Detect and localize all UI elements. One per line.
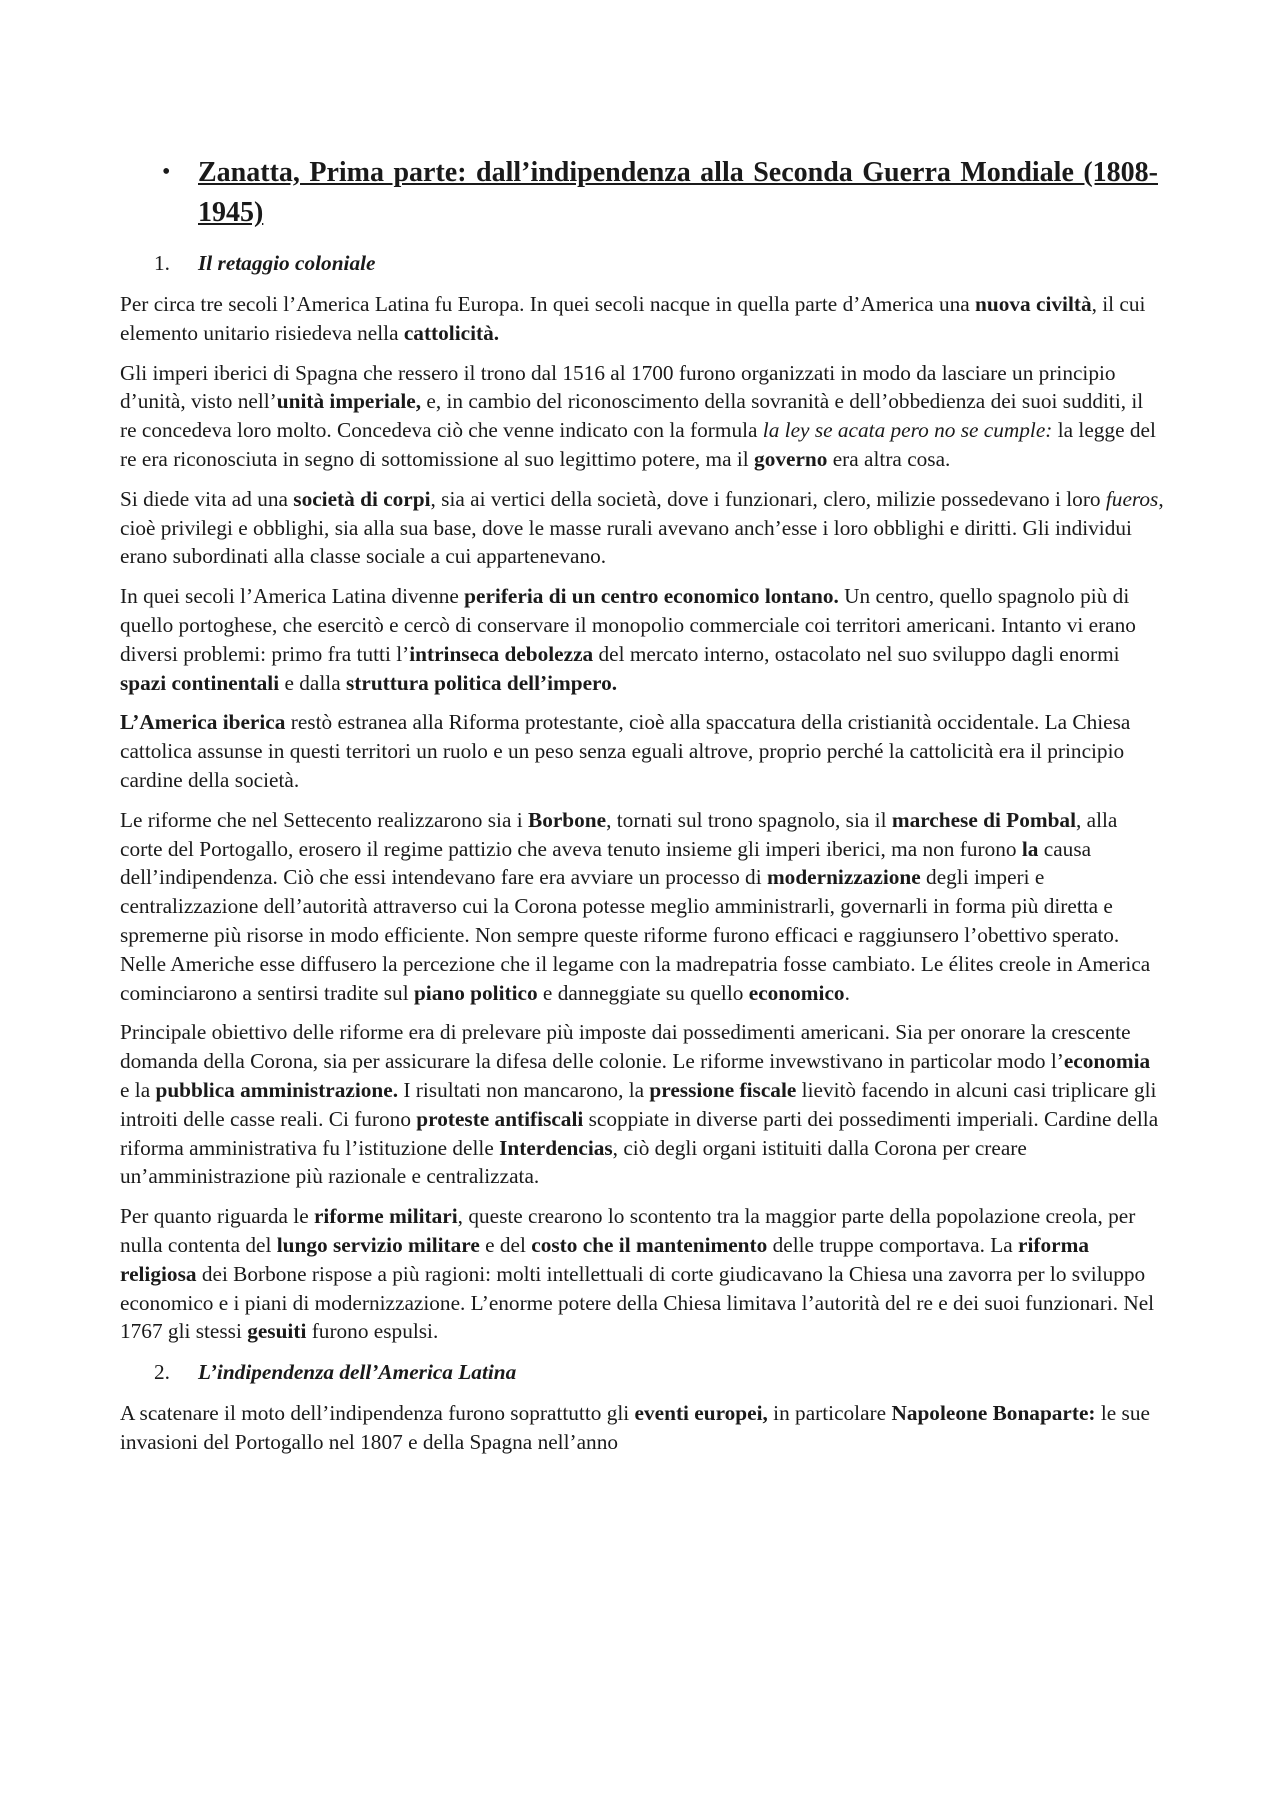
text-run: Le riforme che nel Settecento realizzarono sia i	[120, 807, 528, 832]
text-run: del mercato interno, ostacolato nel suo sviluppo dagli enormi	[593, 641, 1120, 666]
bold-text: governo	[754, 446, 828, 471]
bold-text: Napoleone Bonaparte:	[891, 1401, 1096, 1426]
bold-text: Interdencias	[499, 1135, 613, 1160]
section-number: 2.	[154, 1360, 170, 1385]
paragraph	[120, 1399, 1164, 1457]
text-run: Per circa tre secoli l’America Latina fu Europa. In quei secoli nacque in quella parte d’America una	[120, 292, 976, 316]
bold-text: L’America iberica	[120, 710, 286, 735]
bold-text: unità imperiale,	[276, 389, 422, 414]
text-run: I risultati non mancarono, la	[398, 1077, 650, 1102]
section-heading-text: L’indipendenza dell’America Latina	[198, 1360, 517, 1385]
bold-text: la	[1021, 836, 1039, 861]
text-run: A scatenare il moto dell’indipendenza furono soprattutto gli	[120, 1401, 635, 1426]
text-run: Si diede vita ad una	[120, 486, 294, 511]
text-run: era altra cosa.	[827, 446, 951, 471]
text-run: In quei secoli l’America Latina divenne	[120, 584, 465, 609]
text-run: e la	[120, 1077, 156, 1102]
text-run: , il cui elemento unitario risiedeva nella	[120, 292, 1146, 345]
text-run: , queste crearono lo scontento tra la maggior parte della popolazione creola, per nulla contenta del	[120, 1204, 1136, 1257]
document-body	[120, 248, 1164, 1468]
text-run: Per quanto riguarda le	[120, 1204, 314, 1229]
bold-text: modernizzazione	[766, 865, 921, 890]
text-run: .	[844, 980, 850, 1005]
paragraph	[120, 290, 1164, 348]
paragraph	[120, 582, 1164, 697]
paragraph	[120, 359, 1164, 474]
paragraph	[120, 485, 1164, 571]
paragraph	[120, 806, 1164, 1008]
text-run: causa dell’indipendenza. Ciò che essi intendevano fare era avviare un processo di	[120, 836, 1092, 890]
text-run: , sia ai vertici della società, dove i funzionari, clero, milizie possedevano i loro	[430, 486, 1106, 511]
bold-text: lungo servizio militare	[276, 1232, 480, 1257]
bold-text: intrinseca debolezza	[409, 641, 594, 666]
bold-text: economico	[748, 980, 845, 1005]
text-run: , alla corte del Portogallo, erosero il regime pattizio che aveva tenuto insieme gli imperi iberici, ma non furono	[120, 807, 1118, 861]
title-bullet: •	[162, 159, 171, 185]
section-heading-text: Il retaggio coloniale	[198, 251, 376, 275]
bold-text: costo che il mantenimento	[531, 1232, 768, 1257]
bold-text: proteste antifiscali	[416, 1106, 584, 1131]
bold-text: pubblica amministrazione.	[155, 1077, 399, 1102]
text-run: e danneggiate su quello	[537, 980, 749, 1005]
text-run: Un centro, quello spagnolo più di quello portoghese, che esercitò e cercò di conservare il monopolio commerciale coi territori americani. Intanto vi erano diversi problemi: primo fra tutti l’	[120, 584, 1136, 666]
paragraph	[120, 1202, 1164, 1346]
paragraph	[120, 708, 1164, 794]
text-run: e, in cambio del riconoscimento della sovranità e dell’obbedienza dei suoi sudditi, il re concedeva loro molto. Concedeva ciò che venne indicato con la formula	[120, 389, 1144, 443]
bold-text: periferia di un centro economico lontano.	[464, 584, 839, 609]
bold-text: gesuiti	[247, 1319, 307, 1344]
document-title: Zanatta, Prima parte: dall’indipendenza alla Seconda Guerra Mondiale (1808-1945)	[198, 157, 1158, 228]
text-run: la legge del re era riconosciuta in segno di sottomissione al suo legittimo potere, ma il	[120, 418, 1156, 471]
text-run: degli imperi e centralizzazione dell’autorità attraverso cui la Corona potesse meglio amministrarli, governarli in forma più diretta e spremerne più risorse in modo efficiente. Non sempre queste riforme furono efficaci e raggiunsero l’obettivo sperato. Nelle Americhe esse diffusero la percezione che il legame con la madrepatria fosse cambiato. Le élites creole in America cominciarono a sentirsi tradite sul	[120, 865, 1151, 1005]
text-run: le sue invasioni del Portogallo nel 1807 e della Spagna nell’anno	[120, 1401, 1150, 1454]
bold-text: marchese di Pombal	[891, 807, 1076, 832]
italic-text: fueros	[1105, 486, 1159, 511]
text-run: delle truppe comportava. La	[767, 1232, 1019, 1257]
bold-text: nuova civiltà	[975, 292, 1092, 316]
text-run: e del	[479, 1232, 532, 1257]
text-run: Gli imperi iberici di Spagna che ressero il trono dal 1516 al 1700 furono organizzati in modo da lasciare un principio d’unità, visto nell’	[120, 360, 1116, 414]
section-heading	[120, 248, 1164, 278]
bold-text: spazi continentali	[120, 670, 280, 695]
bold-text: riforma religiosa	[120, 1232, 1089, 1286]
text-run: lievitò facendo in alcuni casi triplicare gli introiti delle casse reali. Ci furono	[120, 1077, 1157, 1131]
bold-text: pressione fiscale	[649, 1077, 797, 1102]
section-number: 1.	[154, 251, 170, 275]
text-run: scoppiate in diverse parti dei possedimenti imperiali. Cardine della riforma amministrativa fu l’istituzione delle	[120, 1106, 1159, 1160]
text-run: dei Borbone rispose a più ragioni: molti intellettuali di corte giudicavano la Chiesa una zavorra per lo sviluppo economico e i piani di modernizzazione. L’enorme potere della Chiesa limitava l’autorità del re e dei suoi funzionari. Nel 1767 gli stessi	[120, 1261, 1155, 1344]
bold-text: società di corpi	[293, 486, 431, 511]
bold-text: eventi europei,	[634, 1401, 768, 1426]
text-run: Principale obiettivo delle riforme era di prelevare più imposte dai possedimenti americani. Sia per onorare la crescente domanda della Corona, sia per assicurare la difesa delle colonie. Le riforme invewstivano in particolar modo l’	[120, 1020, 1131, 1074]
bold-text: economia	[1063, 1049, 1151, 1074]
text-run: , ciò degli organi istituiti dalla Corona per creare un’amministrazione più razionale e centralizzata.	[120, 1135, 1027, 1189]
bold-text: piano politico	[413, 980, 538, 1005]
text-run: restò estranea alla Riforma protestante, cioè alla spaccatura della cristianità occidentale. La Chiesa cattolica assunse in questi territori un ruolo e un peso senza eguali altrove, proprio perché la cattolicità era il principio cardine della società.	[120, 710, 1131, 792]
text-run: furono espulsi.	[306, 1319, 439, 1344]
text-run: , cioè privilegi e obblighi, sia alla sua base, dove le masse rurali avevano anch’esse i loro obblighi e diritti. Gli individui erano subordinati alla classe sociale a cui appartenevano.	[120, 486, 1164, 569]
italic-text: la ley se acata pero no se cumple:	[762, 418, 1053, 443]
paragraph	[120, 1018, 1164, 1191]
text-run: , tornati sul trono spagnolo, sia il	[606, 807, 892, 832]
section-heading	[120, 1357, 1164, 1387]
bold-text: riforme militari	[313, 1204, 458, 1229]
bold-text: struttura politica dell’impero.	[345, 670, 618, 695]
text-run: e dalla	[279, 670, 346, 695]
text-run: in particolare	[767, 1401, 892, 1426]
bold-text: Borbone	[528, 807, 607, 832]
bold-text: cattolicità.	[403, 320, 500, 345]
